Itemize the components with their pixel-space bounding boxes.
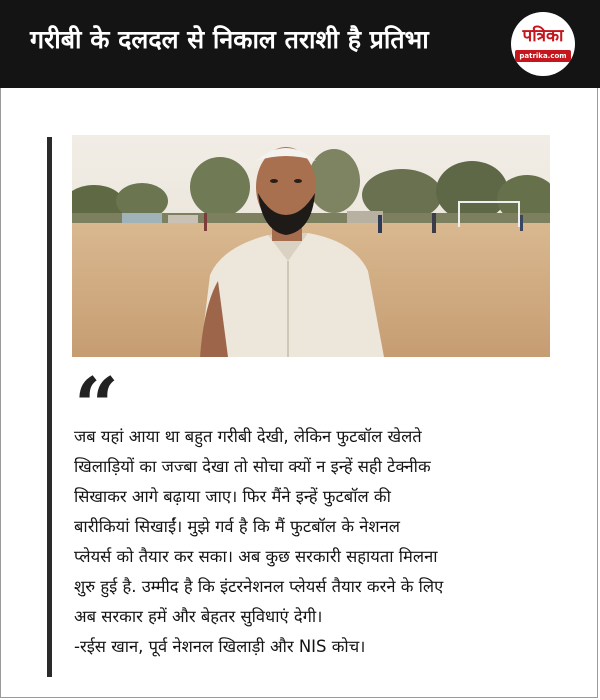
quote-line: बारीकियां सिखाईं। मुझे गर्व है कि मैं फुटबॉल के नेशनल — [74, 517, 400, 536]
quote-text — [74, 422, 584, 662]
quote-attribution: -रईस खान, पूर्व नेशनल खिलाड़ी और NIS कोच। — [74, 637, 366, 656]
photo-illustration — [72, 135, 550, 357]
quote-line: प्लेयर्स को तैयार कर सका। अब कुछ सरकारी सहायता मिलना — [74, 547, 438, 566]
page-title: गरीबी के दलदल से निकाल तराशी है प्रतिभा — [30, 25, 429, 54]
quote-line: जब यहां आया था बहुत गरीबी देखी, लेकिन फुटबॉल खेलते — [74, 427, 422, 446]
quote-line: खिलाड़ियों का जज्बा देखा तो सोचा क्यों न इन्हें सही टेक्नीक — [74, 457, 431, 476]
patrika-logo[interactable] — [511, 12, 575, 76]
header-bar — [0, 0, 600, 88]
quote-line: शुरु हुई है. उम्मीद है कि इंटरनेशनल प्लेयर्स तैयार करने के लिए — [74, 577, 444, 596]
quotation-mark-icon: “ — [74, 361, 119, 452]
quote-side-bar — [47, 137, 52, 677]
logo-site-text: patrika.com — [519, 52, 567, 60]
logo-wordmark: पत्रिका — [522, 26, 564, 46]
portrait-photo — [72, 135, 550, 357]
quote-line: सिखाकर आगे बढ़ाया जाए। फिर मैंने इन्हें फुटबॉल की — [74, 487, 391, 506]
logo-site-bar — [515, 50, 571, 62]
quote-line: अब सरकार हमें और बेहतर सुविधाएं देगी। — [74, 607, 323, 626]
